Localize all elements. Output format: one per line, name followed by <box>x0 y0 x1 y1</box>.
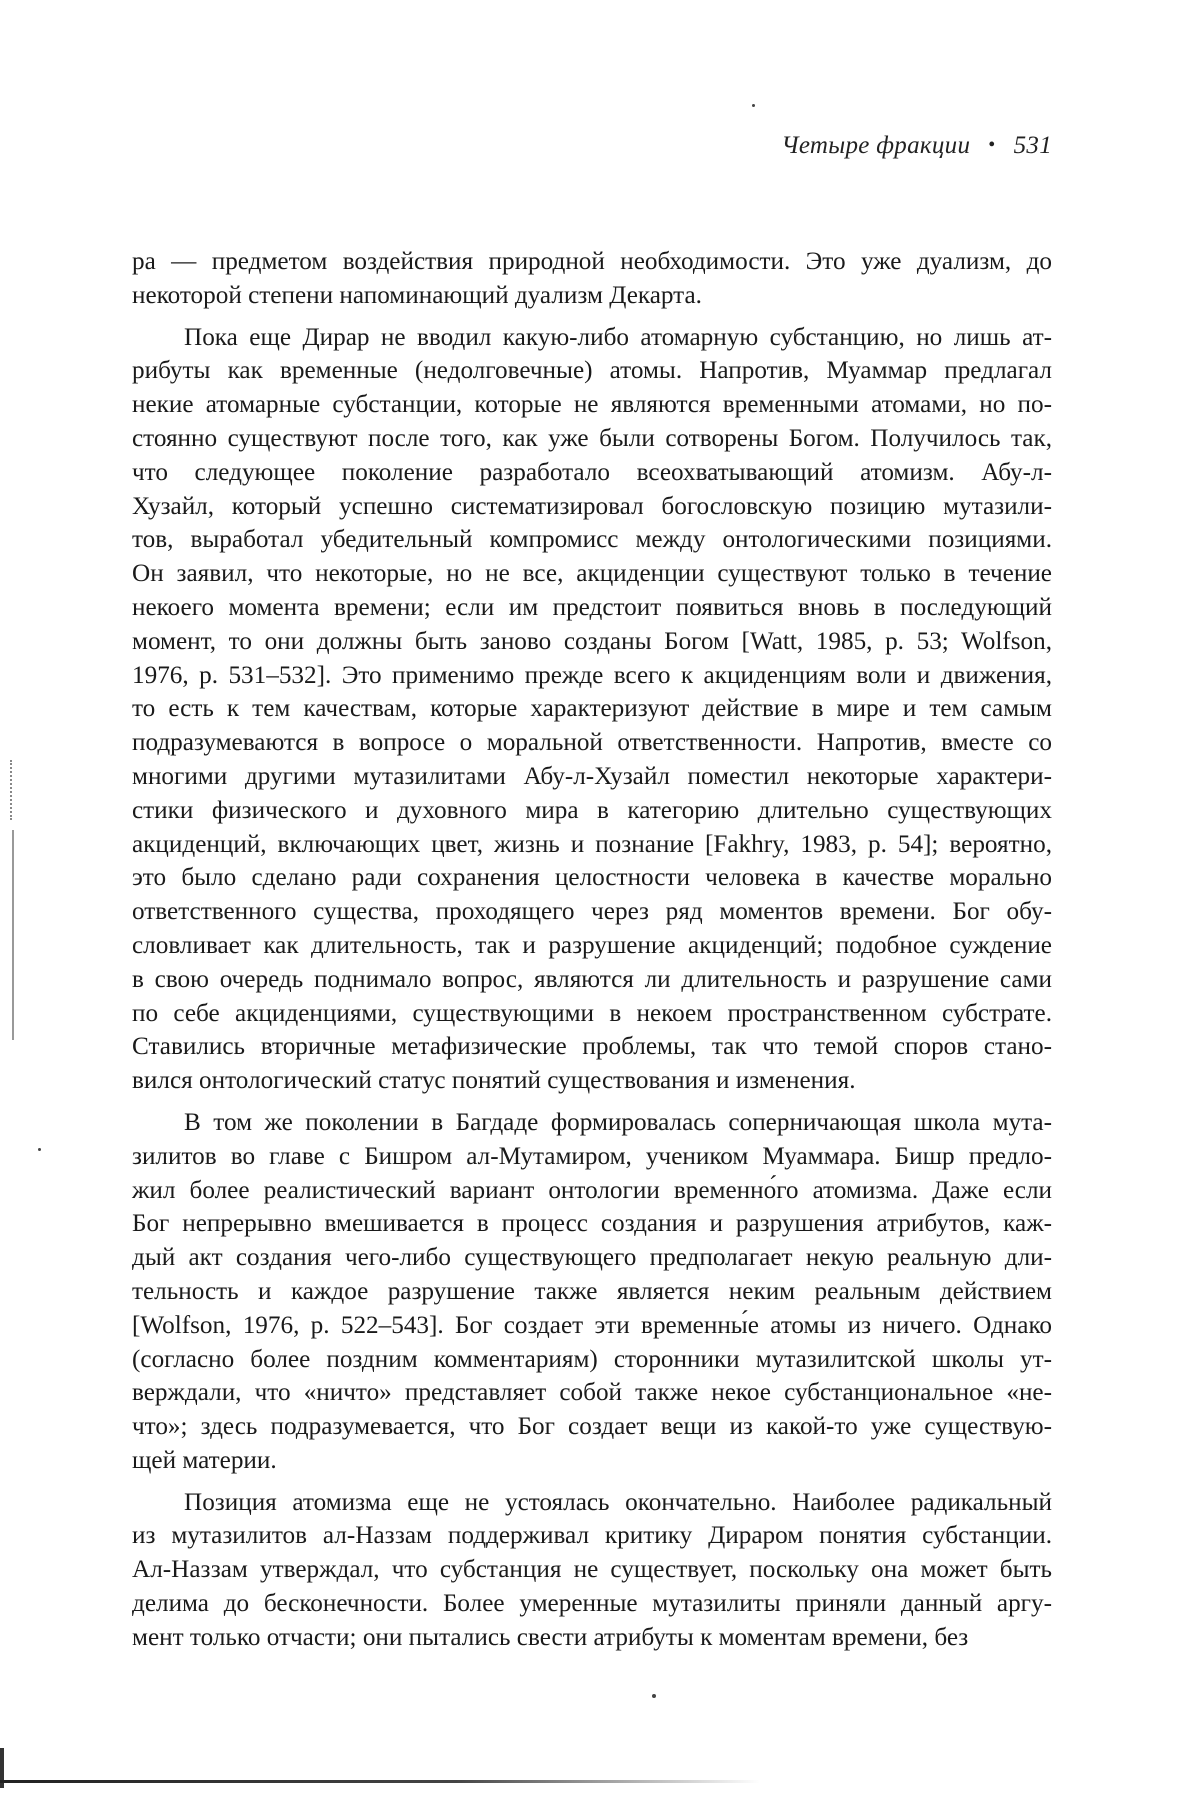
paragraph <box>132 1106 1052 1478</box>
text-line: многими другими мутазилитами Абу-л-Хузайл поместил некоторые характери- <box>132 762 1052 790</box>
page-number: 531 <box>1013 132 1052 159</box>
text-line: В том же поколении в Багдаде формировалась соперничающая школа мута- <box>184 1108 1052 1136</box>
text-line: словливает как длительность, так и разрушение акциденций; подобное суждение <box>132 931 1052 959</box>
text-line: Хузайл, который успешно систематизировал богословскую позицию мутазили- <box>132 492 1052 520</box>
text-line: Пока еще Дирар не вводил какую-либо атомарную субстанцию, но лишь ат- <box>184 323 1052 351</box>
text-line: ответственного существа, проходящего через ряд моментов времени. Бог обу- <box>132 898 1052 926</box>
running-head-title: Четыре фракции <box>781 132 971 159</box>
text-line: мент только отчасти; они пытались свести атрибуты к моментам времени, без <box>132 1623 969 1651</box>
paragraph <box>132 321 1052 1098</box>
body-text <box>132 245 1052 1663</box>
text-line: стоянно существуют после того, как уже были сотворены Богом. Получилось так, <box>132 424 1052 452</box>
text-line: тов, выработал убедительный компромисс между онтологическими позициями. <box>132 526 1052 554</box>
scan-artifact-left-edge <box>12 830 14 1040</box>
paragraph <box>132 1486 1052 1655</box>
running-head <box>600 132 1052 160</box>
text-line: в свою очередь поднимало вопрос, являются ли длительность и разрушение сами <box>132 965 1052 993</box>
scan-artifact-speck <box>38 1148 41 1151</box>
text-line: верждали, что «ничто» представляет собой также некое субстанциональное «не- <box>132 1379 1052 1407</box>
text-line: Он заявил, что некоторые, но не все, акциденции существуют только в течение <box>132 560 1052 588</box>
text-line: Бог непрерывно вмешивается в процесс создания и разрушения атрибутов, каж- <box>132 1210 1052 1238</box>
running-head-separator: • <box>988 134 996 156</box>
text-line: 1976, p. 531–532]. Это применимо прежде всего к акциденциям воли и движения, <box>132 661 1052 689</box>
text-line: подразумеваются в вопросе о моральной ответственности. Напротив, вместе со <box>132 729 1052 757</box>
text-line: это было сделано ради сохранения целостности человека в качестве морально <box>132 864 1052 892</box>
text-line: некоего момента времени; если им предстоит появиться вновь в последующий <box>132 593 1052 621</box>
text-line: Ал-Наззам утверждал, что субстанция не существует, поскольку она может быть <box>132 1556 1052 1584</box>
text-line: тельность и каждое разрушение также является неким реальным действием <box>132 1277 1052 1305</box>
text-line: что»; здесь подразумевается, что Бог создает вещи из какой-то уже существую- <box>132 1413 1052 1441</box>
text-line: [Wolfson, 1976, p. 522–543]. Бог создает эти временны́е атомы из ничего. Однако <box>132 1311 1052 1339</box>
scan-artifact-speck <box>752 104 755 107</box>
text-line: делима до бесконечности. Более умеренные мутазилиты приняли данный аргу- <box>132 1590 1052 1618</box>
paragraph <box>132 245 1052 313</box>
text-line: жил более реалистический вариант онтологии временно́го атомизма. Даже если <box>132 1176 1052 1204</box>
text-line: акциденций, включающих цвет, жизнь и познание [Fakhry, 1983, p. 54]; вероятно, <box>132 830 1052 858</box>
text-line: щей материи. <box>132 1446 277 1474</box>
text-line: некоторой степени напоминающий дуализм Декарта. <box>132 281 702 309</box>
text-line: что следующее поколение разработало всеохватывающий атомизм. Абу-л- <box>132 458 1052 486</box>
text-line: Позиция атомизма еще не устоялась окончательно. Наиболее радикальный <box>184 1488 1052 1516</box>
text-line: некие атомарные субстанции, которые не являются временными атомами, но по- <box>132 391 1052 419</box>
text-line: из мутазилитов ал-Наззам поддерживал критику Дираром понятия субстанции. <box>132 1522 1052 1550</box>
scan-artifact-bottom-edge <box>0 1780 760 1783</box>
text-line: стики физического и духовного мира в категорию длительно существующих <box>132 796 1052 824</box>
text-line: дый акт создания чего-либо существующего предполагает некую реальную дли- <box>132 1244 1052 1272</box>
text-line: зилитов во главе с Бишром ал-Мутамиром, учеником Муаммара. Бишр предло- <box>132 1142 1052 1170</box>
scan-artifact-left-dots <box>10 760 18 820</box>
text-line: то есть к тем качествам, которые характеризуют действие в мире и тем самым <box>132 695 1052 723</box>
text-line: вился онтологический статус понятий существования и изменения. <box>132 1067 856 1095</box>
text-line: по себе акциденциями, существующими в некоем пространственном субстрате. <box>132 999 1052 1027</box>
text-line: момент, то они должны быть заново созданы Богом [Watt, 1985, p. 53; Wolfson, <box>132 627 1052 655</box>
text-line: Ставились вторичные метафизические проблемы, так что темой споров стано- <box>132 1033 1052 1061</box>
text-line: рибуты как временные (недолговечные) атомы. Напротив, Муаммар предлагал <box>132 357 1052 385</box>
text-line: ра — предметом воздействия природной необходимости. Это уже дуализм, до <box>132 248 1052 275</box>
scan-artifact-speck <box>652 1694 656 1698</box>
text-line: (согласно более поздним комментариям) сторонники мутазилитской школы ут- <box>132 1345 1052 1373</box>
